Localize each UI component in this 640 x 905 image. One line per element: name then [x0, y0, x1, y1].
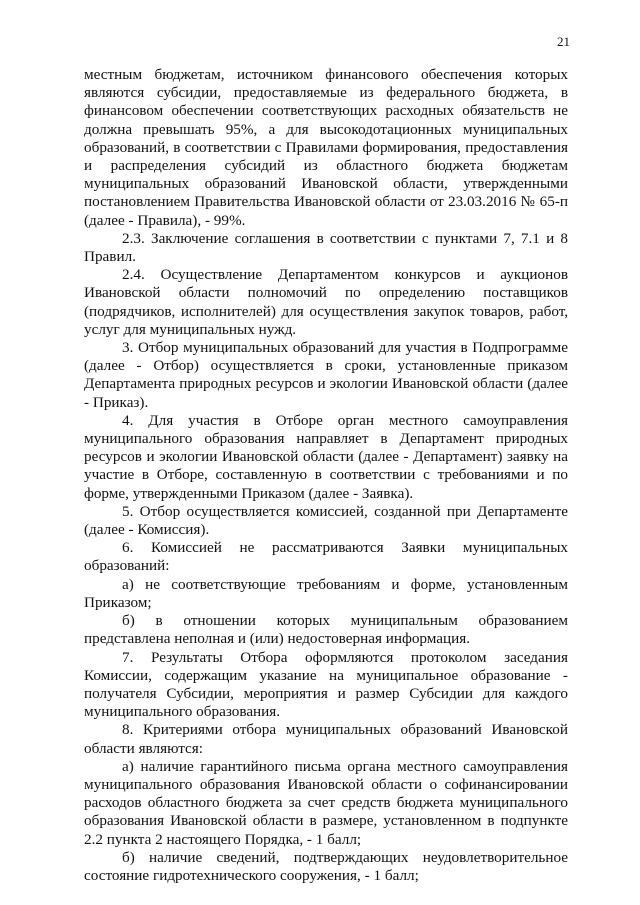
document-body: [84, 66, 568, 885]
paragraph-4: 4. Для участия в Отборе орган местного самоуправления муниципального образования направляет в Департамент природных ресурсов и экологии Ивановской области (далее - Департамент) заявку на участие в Отборе, составленную в соответствии с требованиями и по форме, утвержденными Приказом (далее - Заявка).: [84, 411, 568, 502]
paragraph-3: 3. Отбор муниципальных образований для участия в Подпрограмме (далее - Отбор) осуществляется в сроки, установленные приказом Департамента природных ресурсов и экологии Ивановской области (далее - Приказ).: [84, 339, 568, 411]
paragraph-2-3: 2.3. Заключение соглашения в соответствии с пунктами 7, 7.1 и 8 Правил.: [84, 229, 568, 266]
paragraph-6-b: б) в отношении которых муниципальным образованием представлена неполная и (или) недостоверная информация.: [84, 612, 568, 648]
paragraph-5: 5. Отбор осуществляется комиссией, созданной при Департаменте (далее - Комиссия).: [84, 502, 568, 539]
paragraph-8: 8. Критериями отбора муниципальных образований Ивановской области являются:: [84, 721, 568, 757]
paragraph-8-a: а) наличие гарантийного письма органа местного самоуправления муниципального образования Ивановской области о софинансировании расходов областного бюджета за счет средств бюджета муниципального образования Ивановской области в размере, установленном в подпункте 2.2 пункта 2 настоящего Порядка, - 1 балл;: [84, 757, 568, 848]
paragraph-8-b: б) наличие сведений, подтверждающих неудовлетворительное состояние гидротехнического сооружения, - 1 балл;: [84, 848, 568, 884]
paragraph-6-a: а) не соответствующие требованиям и форме, установленным Приказом;: [84, 575, 568, 611]
paragraph-continuation: местным бюджетам, источником финансового обеспечения которых являются субсидии, предоставляемые из федерального бюджета, в финансовом обеспечении соответствующих расходных обязательств не должна превышать 95%, а для высокодотационных муниципальных образований, в соответствии с Правилами формирования, предоставления и распределения субсидий из областного бюджета бюджетам муниципальных образований Ивановской области, утвержденными постановлением Правительства Ивановской области от 23.03.2016 № 65-п (далее - Правила), - 99%.: [84, 66, 568, 229]
paragraph-2-4: 2.4. Осуществление Департаментом конкурсов и аукционов Ивановской области полномочий по определению поставщиков (подрядчиков, исполнителей) для осуществления закупок товаров, работ, услуг для муниципальных нужд.: [84, 266, 568, 338]
page-number: 21: [557, 34, 570, 49]
paragraph-7: 7. Результаты Отбора оформляются протоколом заседания Комиссии, содержащим указание на муниципальное образование - получателя Субсидии, мероприятия и размер Субсидии для каждого муниципального образования.: [84, 648, 568, 721]
paragraph-6: 6. Комиссией не рассматриваются Заявки муниципальных образований:: [84, 539, 568, 575]
